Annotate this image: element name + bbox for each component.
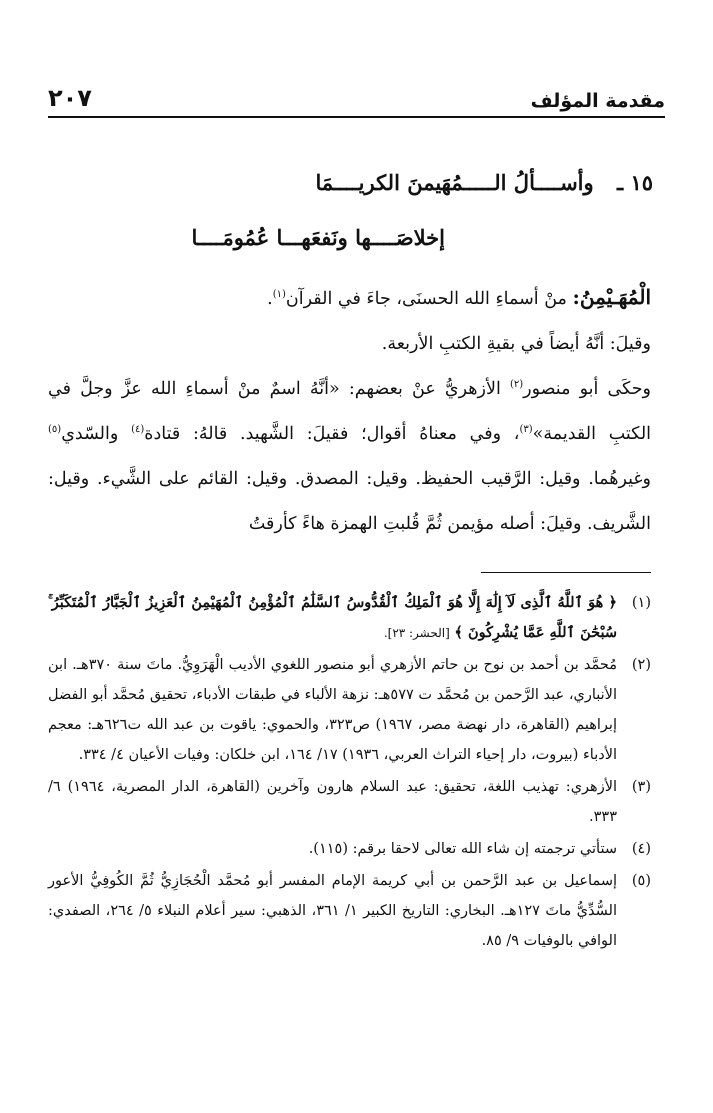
footnote-item [48, 866, 651, 956]
footnote-item [48, 588, 651, 648]
footnote-number: (٤) [631, 841, 651, 857]
paragraph-3-a: وحكَى أبو منصور [523, 379, 651, 399]
page-header [48, 78, 665, 112]
main-text [48, 275, 651, 547]
footnote-ref-1[interactable]: (١) [272, 289, 286, 301]
footnote-text: ستأتي ترجمته إن شاء الله تعالى لاحقا برقم: (١١٥). [308, 841, 617, 857]
footnote-text [48, 588, 617, 648]
verse-number: ١٥ ـ [616, 170, 653, 195]
footnote-item [48, 772, 651, 832]
footnote-ref-4[interactable]: (٤) [131, 424, 145, 436]
footnote-ref-2[interactable]: (٢) [509, 379, 524, 391]
quran-verse: ﴿ هُوَ ٱللَّهُ ٱلَّذِى لَآ إِلَٰهَ إِلَّا هُوَ ٱلْمَلِكُ ٱلْقُدُّوسُ ٱلسَّلَٰمُ ٱلْمُؤْمِنُ ٱلْمُهَيْمِنُ ٱلْعَزِيزُ ٱلْجَبَّارُ ٱلْمُتَكَبِّرُ ۚ سُبْحَٰنَ ٱللَّهِ عَمَّا يُشْرِكُونَ ﴾ [48, 594, 617, 641]
footnote-number: (١) [631, 595, 651, 611]
verse-line-2 [60, 225, 445, 250]
paragraph-1-text: منْ أسماءِ الله الحسنَى، جاءَ في القرآن [285, 289, 567, 309]
running-title: مقدمة المؤلف [530, 90, 665, 112]
quran-citation: [الحشر: ٢٣]. [383, 626, 450, 640]
paragraph-1 [48, 275, 651, 322]
footnote-text: إسماعيل بن عبد الرَّحمن بن أبي كريمة الإمام المفسر أبو مُحمَّد الْحُجَازِيُّ ثُمَّ الكُوفِيُّ الأعور السُّدِّيُّ ماتَ ١٢٧هـ. البخاري: التاريخ الكبير ١/ ٣٦١، الذهبي: سير أعلام النبلاء ٥/ ٢٦٤، الصفدي: الوافي بالوفيات ٩/ ٨٥. [48, 873, 618, 949]
footnote-item [48, 650, 651, 770]
footnotes [48, 588, 651, 958]
paragraph-2: وقيلَ: أنَّهُ أيضاً في بقيةِ الكتبِ الأربعة. [381, 334, 651, 354]
footnote-ref-5[interactable]: (٥) [48, 424, 62, 436]
verse-line-1 [60, 170, 653, 195]
footnote-text: مُحمَّد بن أحمد بن نوح بن حاتم الأزهري أبو منصور اللغوي الأديب الْهَرَوِيُّ. ماتَ سنة ٣٧٠هـ. ابن الأنباري، عبد الرَّحمن بن مُحمَّد ت ٥٧٧هـ: نزهة الألباء في طبقات الأدباء، تحقيق مُحمَّد أبو الفضل إبراهيم (القاهرة، دار نهضة مصر، ١٩٦٧) ص٣٢٣، والحموي: ياقوت بن عبد الله ت٦٢٦هـ: معجم الأدباء (بيروت، دار إحياء التراث العربي، ١٩٣٦) ١٧/ ١٦٤، ابن خلكان: وفيات الأعيان ٤/ ٣٣٤. [48, 657, 617, 763]
footnote-number: (٥) [631, 873, 651, 889]
footnote-number: (٢) [631, 657, 651, 673]
header-rule [48, 116, 665, 118]
footnote-text: الأزهري: تهذيب اللغة، تحقيق: عبد السلام هارون وآخرين (القاهرة، الدار المصرية، ١٩٦٤) ٦/ ٣٣٣. [48, 779, 617, 825]
paragraph-3 [48, 367, 651, 547]
footnote-ref-3[interactable]: (٣) [519, 424, 533, 436]
defined-term: الْمُهَـيْمِنُ: [572, 285, 651, 309]
footnote-item [48, 834, 651, 864]
footnote-number: (٣) [631, 779, 651, 795]
page-number: ٢٠٧ [48, 84, 92, 112]
verse-hemistich-1: وأســــألُ الـــــمُهَيمنَ الكريــــمَا [315, 170, 594, 195]
paragraph-3-b: الأزهريُّ عنْ بعضهم: «أنَّهُ اسمٌ منْ أسماءِ الله عزَّ وجلَّ في الكتبِ القديمة» [48, 379, 652, 444]
verse-hemistich-2: إخلاصَــــها ونَفعَهـــا عُمُومَــــا [191, 225, 445, 250]
paragraph-3-e: وغيرهُما. وقيل: الرَّقيب الحفيظ. وقيل: المصدق. وقيل: القائم على الشَّيء. وقيل: الشَّريف. وقيلَ: أصله مؤيمن ثُمَّ قُلبتِ الهمزة هاءً كأرقتُ [48, 469, 651, 534]
paragraph-3-d: والسّدي [61, 424, 132, 444]
footnote-separator [481, 572, 651, 573]
paragraph-1-end: . [267, 289, 273, 309]
paragraph-3-c: ، وفي معناهُ أقوال؛ فقيلَ: الشَّهيد. قالهُ: قتادة [144, 424, 520, 444]
